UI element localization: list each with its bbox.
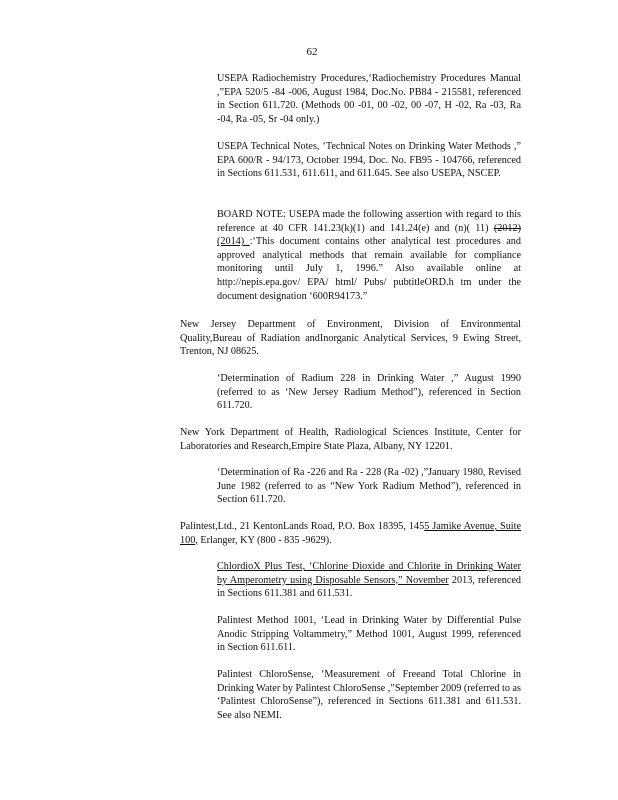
palintest-address-inserted: 5 Jamike Avenue, Suite 100, bbox=[180, 521, 521, 546]
palintest-method-1001-entry: Palintest Method 1001, ‘Lead in Drinking Water by Differential Pulse Anodic Stripping Voltammetry,” Method 1001, August 1999, referenced in Section 611.611. bbox=[217, 615, 521, 654]
page-number: 62 bbox=[306, 46, 318, 58]
chlordiox-entry bbox=[217, 560, 521, 601]
new-jersey-radium-method: ‘Determination of Radium 228 in Drinking Water ,” August 1990 (referred to as ‘New Jersey Radium Method”), referenced in Section 611.720. bbox=[217, 373, 521, 412]
new-york-department-entry: New York Department of Health, Radiological Sciences Institute, Center for Laboratories and Research,Empire State Plaza, Albany, NY 12201. bbox=[180, 427, 521, 452]
new-jersey-department-entry: New Jersey Department of Environment, Division of Environmental Quality,Bureau of Radiation andInorganic Analytical Services, 9 Ewing Street, Trenton, NJ 08625. bbox=[180, 319, 521, 358]
board-note-quote: :‘This document contains other analytical test procedures and approved analytical methods that remain available for compliance monitoring until July 1, 1996.” Also available online at http://nepis.epa.gov/ EPA/ html/ Pubs/ pubtitleORD.h tm under the document designation ‘600R94173.” bbox=[217, 236, 521, 302]
board-note-text: BOARD NOTE: USEPA made the following assertion with regard to this reference at 40 CFR 141.23(k)(1) and 141.24(e) and (n)( 11) bbox=[217, 209, 521, 234]
chlordiox-reference: 2013, referenced in Sections 611.381 and 611.531. bbox=[217, 574, 521, 600]
board-note bbox=[217, 208, 521, 303]
deleted-year: (2012) bbox=[493, 222, 521, 234]
palintest-address-entry bbox=[180, 520, 521, 547]
palintest-chlorosense-entry: Palintest ChloroSense, ‘Measurement of Freeand Total Chlorine in Drinking Water by Palintest ChloroSense ,”September 2009 (referred to as ‘Palintest ChloroSense”), referenced in Sections 611.381 and 611.531. See also NEMI. bbox=[217, 669, 521, 721]
palintest-address: Palintest,Ltd., 21 KentonLands Road, P.O. Box 18395, 145 bbox=[180, 521, 425, 532]
usepa-technical-notes-entry: USEPA Technical Notes, ‘Technical Notes on Drinking Water Methods ,” EPA 600/R - 94/173, October 1994, Doc. No. FB95 - 104766, referenced in Sections 611.531, 611.611, and 611.645. See also USEPA, NSCEP. bbox=[217, 141, 521, 180]
new-york-radium-method: ‘Determination of Ra -226 and Ra - 228 (Ra -02) ,”January 1980, Revised June 1982 (referred to as “New York Radium Method”), referenced in Section 611.720. bbox=[217, 467, 521, 506]
palintest-address-tail: Erlanger, KY (800 - 835 -9629). bbox=[197, 534, 332, 546]
usepa-radiochemistry-entry: USEPA Radiochemistry Procedures,‘Radiochemistry Procedures Manual ,”EPA 520/5 -84 -006, August 1984, Doc.No. PB84 - 215581, referenced in Section 611.720. (Methods 00 -01, 00 -02, 00 -07, H -02, Ra -03, Ra -04, Ra -05, Sr -04 only.) bbox=[217, 73, 521, 125]
inserted-year: (2014) bbox=[217, 236, 250, 248]
chlordiox-inserted-text: ChlordioX Plus Test, ‘Chlorine Dioxide and Chlorite in Drinking Water by Amperometry using Disposable Sensors,” November bbox=[217, 561, 521, 586]
